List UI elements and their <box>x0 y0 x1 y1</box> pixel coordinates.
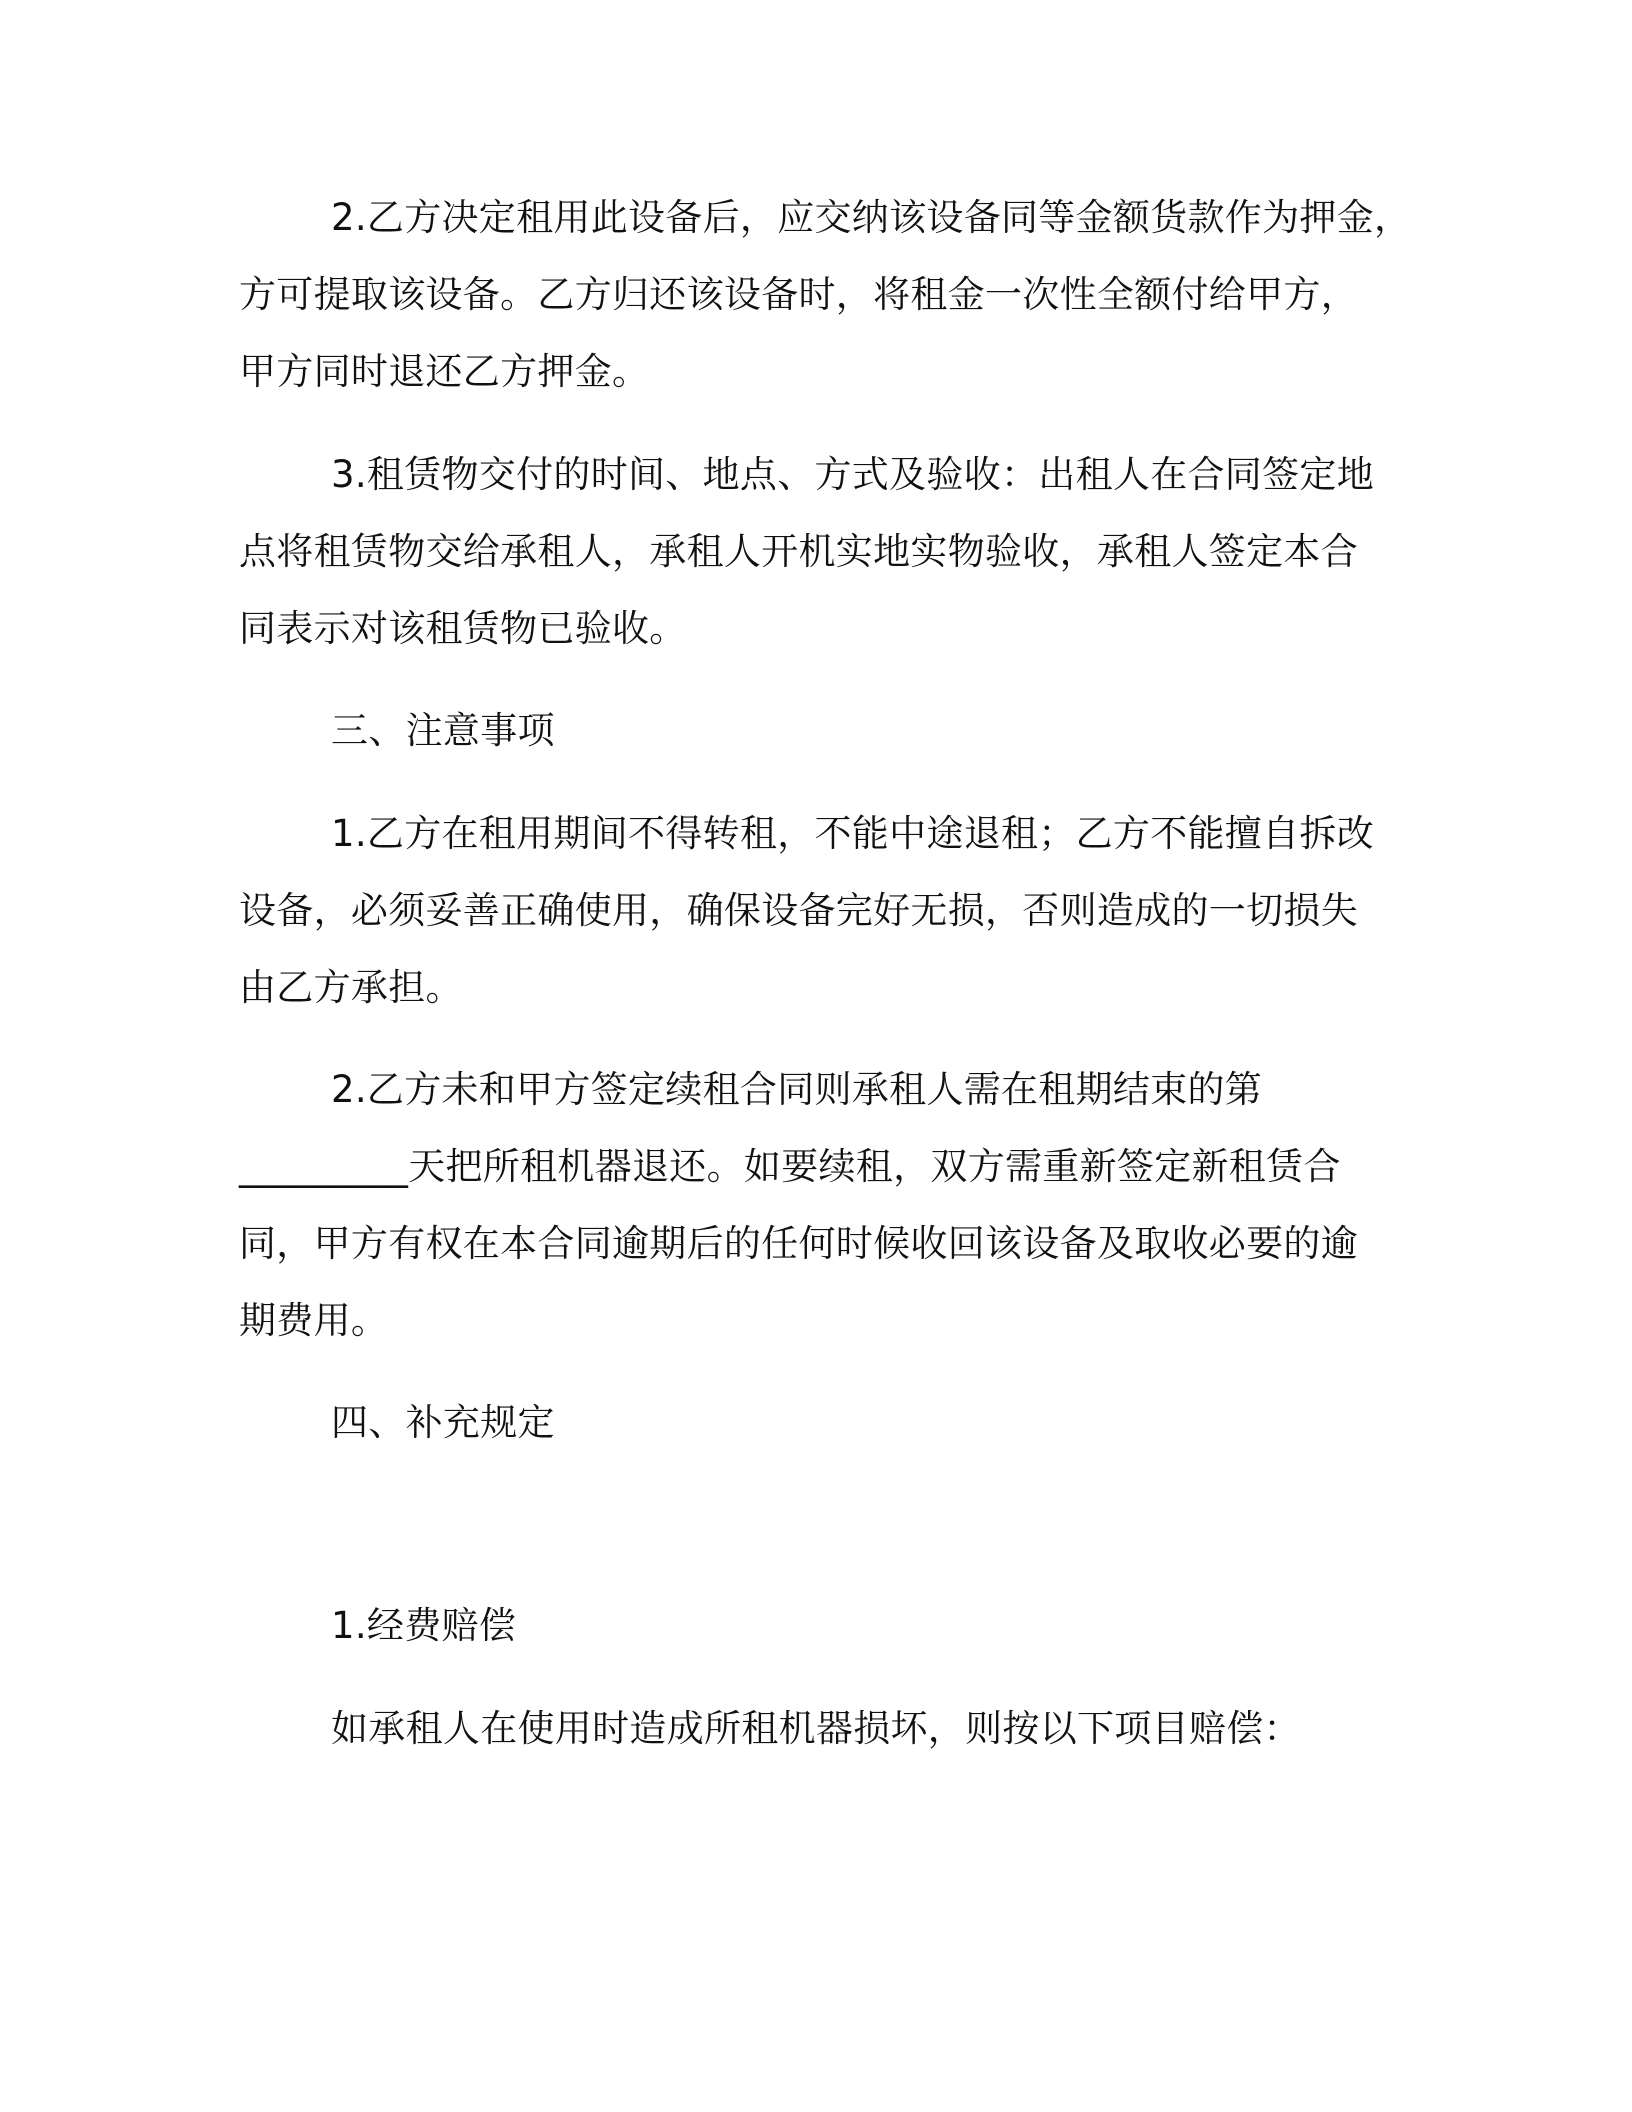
paragraph-renewal-line-4: 期费用。 <box>239 1299 389 1342</box>
paragraph-renewal-line-3: 同，甲方有权在本合同逾期后的任何时候收回该设备及取收必要的逾 <box>239 1222 1358 1265</box>
paragraph-delivery-line-2: 点将租赁物交给承租人，承租人开机实地实物验收，承租人签定本合 <box>239 530 1358 573</box>
paragraph-no-sublease-line-3: 由乙方承担。 <box>239 966 463 1009</box>
section-heading-notes: 三、注意事项 <box>331 709 555 752</box>
section-heading-supplementary: 四、补充规定 <box>331 1401 555 1444</box>
paragraph-deposit-line-2: 方可提取该设备。乙方归还该设备时，将租金一次性全额付给甲方， <box>239 273 1358 316</box>
paragraph-renewal-line-2: _________天把所租机器退还。如要续租，双方需重新签定新租赁合 <box>239 1145 1341 1188</box>
paragraph-no-sublease-line-1: 1.乙方在租用期间不得转租，不能中途退租；乙方不能擅自拆改 <box>331 812 1374 855</box>
paragraph-deposit-line-3: 甲方同时退还乙方押金。 <box>239 350 650 393</box>
paragraph-compensation-body: 如承租人在使用时造成所租机器损坏，则按以下项目赔偿： <box>331 1707 1301 1750</box>
paragraph-deposit-line-1: 2.乙方决定租用此设备后，应交纳该设备同等金额货款作为押金， <box>331 196 1412 239</box>
subheading-compensation: 1.经费赔偿 <box>331 1604 517 1647</box>
paragraph-no-sublease-line-2: 设备，必须妥善正确使用，确保设备完好无损，否则造成的一切损失 <box>239 889 1358 932</box>
paragraph-delivery-line-1: 3.租赁物交付的时间、地点、方式及验收：出租人在合同签定地 <box>331 453 1374 496</box>
paragraph-renewal-line-1: 2.乙方未和甲方签定续租合同则承租人需在租期结束的第 <box>331 1068 1263 1111</box>
paragraph-delivery-line-3: 同表示对该租赁物已验收。 <box>239 607 687 650</box>
